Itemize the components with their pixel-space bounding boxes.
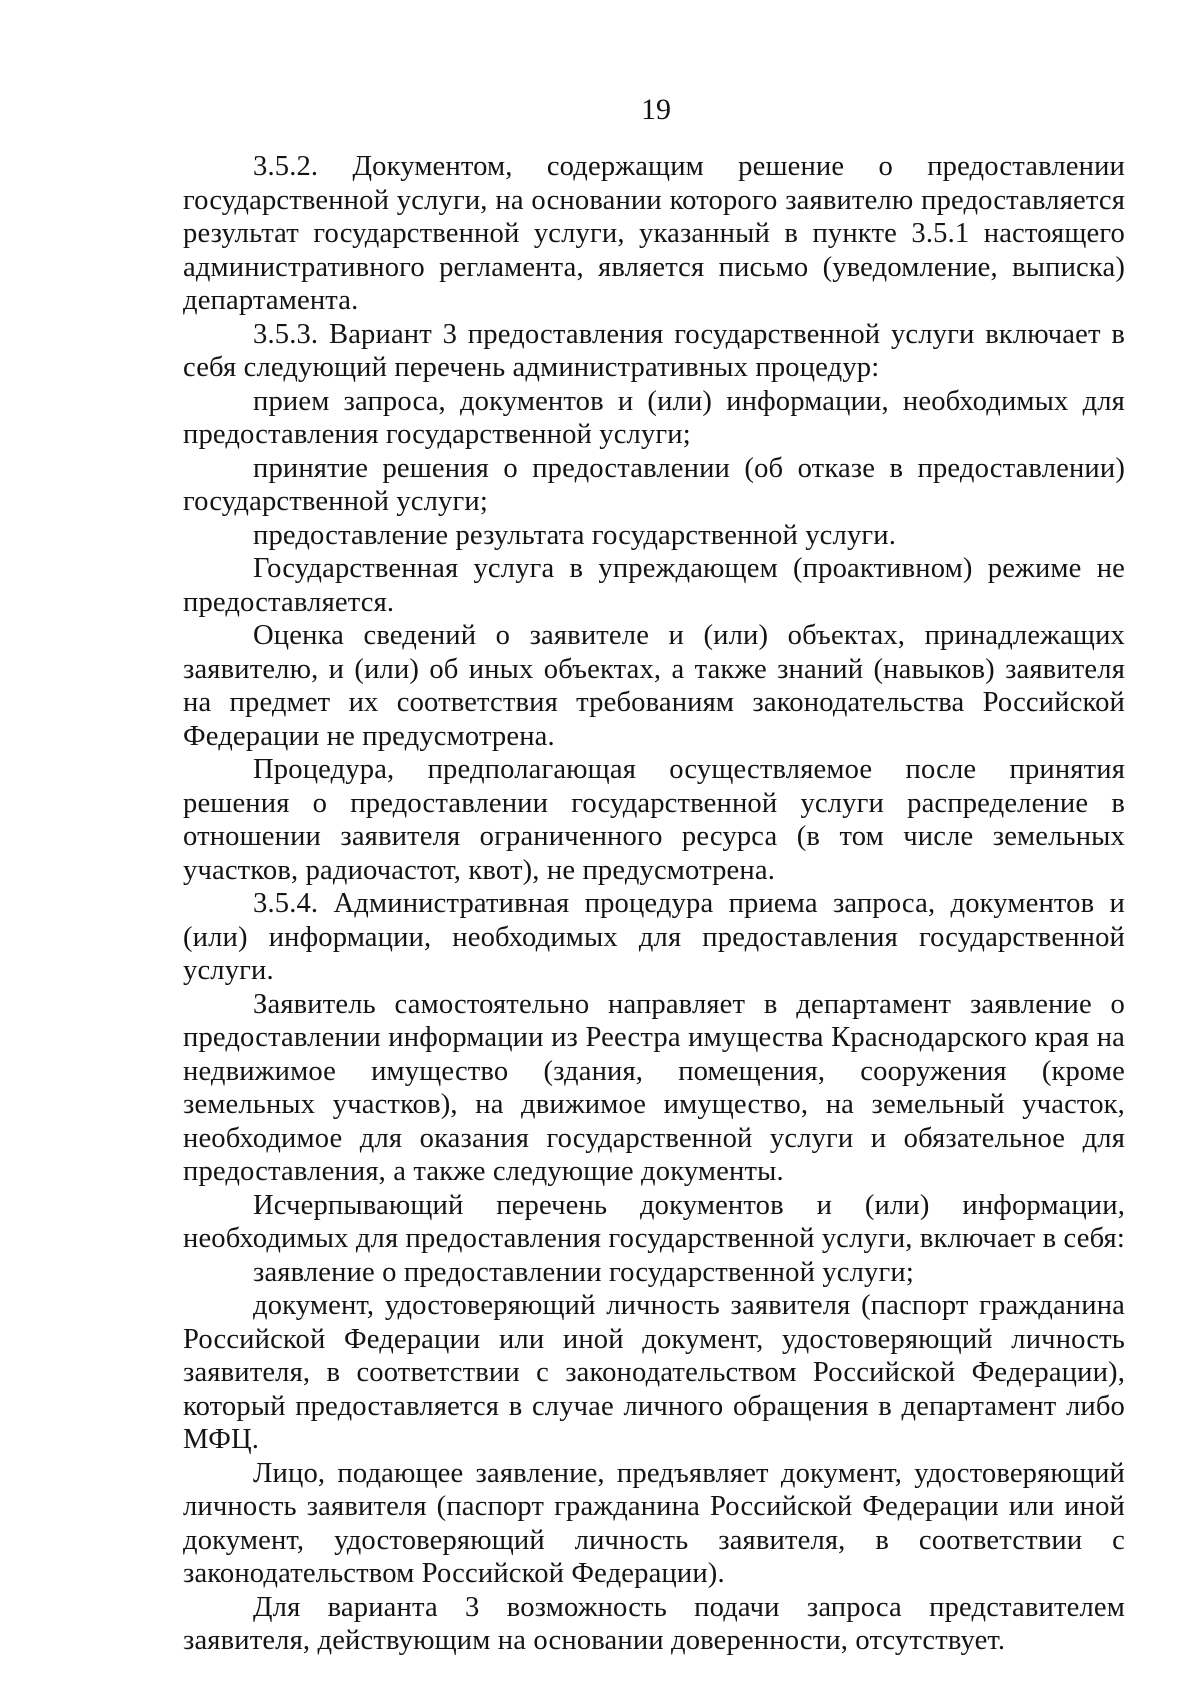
procedure-item-result: предоставление результата государственной услуги. (253, 519, 897, 551)
paragraph-3-5-3: 3.5.3. Вариант 3 предоставления государственной услуги включает в себя следующий перечень административных процедур: (183, 318, 1125, 383)
paragraph-documents-list-intro: Исчерпывающий перечень документов и (или) информации, необходимых для предоставления государственной услуги, включает в себя: (183, 1189, 1125, 1254)
document-body (183, 150, 1125, 1658)
paragraph-representative: Для варианта 3 возможность подачи запроса представителем заявителя, действующим на основании доверенности, отсутствует. (183, 1591, 1125, 1656)
paragraph-resource-distribution: Процедура, предполагающая осуществляемое после принятия решения о предоставлении государственной услуги распределение в отношении заявителя ограниченного ресурса (в том числе земельных участков, радиочастот, квот), не предусмотрена. (183, 754, 1125, 886)
paragraph-proactive-mode: Государственная услуга в упреждающем (проактивном) режиме не предоставляется. (183, 553, 1125, 618)
procedure-item-decision: принятие решения о предоставлении (об отказе в предоставлении) государственной услуги; (183, 452, 1125, 517)
paragraph-applicant-submits: Заявитель самостоятельно направляет в департамент заявление о предоставлении информации из Реестра имущества Краснодарского края на недвижимое имущество (здания, помещения, сооружения (кроме земельных участков), на движимое имущество, на земельный участок, необходимое для оказания государственной услуги и обязательное для предоставления, а также следующие документы. (183, 988, 1125, 1187)
paragraph-3-5-2: 3.5.2. Документом, содержащим решение о предоставлении государственной услуги, на основании которого заявителю предоставляется результат государственной услуги, указанный в пункте 3.5.1 настоящего административного регламента, является письмо (уведомление, выписка) департамента. (183, 151, 1125, 316)
document-item-application: заявление о предоставлении государственной услуги; (253, 1256, 914, 1288)
paragraph-3-5-4: 3.5.4. Административная процедура приема запроса, документов и (или) информации, необходимых для предоставления государственной услуги. (183, 888, 1125, 986)
paragraph-person-presents: Лицо, подающее заявление, предъявляет документ, удостоверяющий личность заявителя (паспорт гражданина Российской Федерации или иной документ, удостоверяющий личность заявителя, в соответствии с законодательством Российской Федерации). (183, 1457, 1125, 1589)
document-item-identity: документ, удостоверяющий личность заявителя (паспорт гражданина Российской Федерации или иной документ, удостоверяющий личность заявителя, в соответствии с законодательством Российской Федерации), который предоставляется в случае личного обращения в департамент либо МФЦ. (183, 1290, 1125, 1455)
procedure-item-reception: прием запроса, документов и (или) информации, необходимых для предоставления государственной услуги; (183, 385, 1125, 450)
paragraph-assessment: Оценка сведений о заявителе и (или) объектах, принадлежащих заявителю, и (или) об иных объектах, а также знаний (навыков) заявителя на предмет их соответствия требованиям законодательства Российской Федерации не предусмотрена. (183, 620, 1125, 752)
page-number: 19 (641, 93, 671, 126)
